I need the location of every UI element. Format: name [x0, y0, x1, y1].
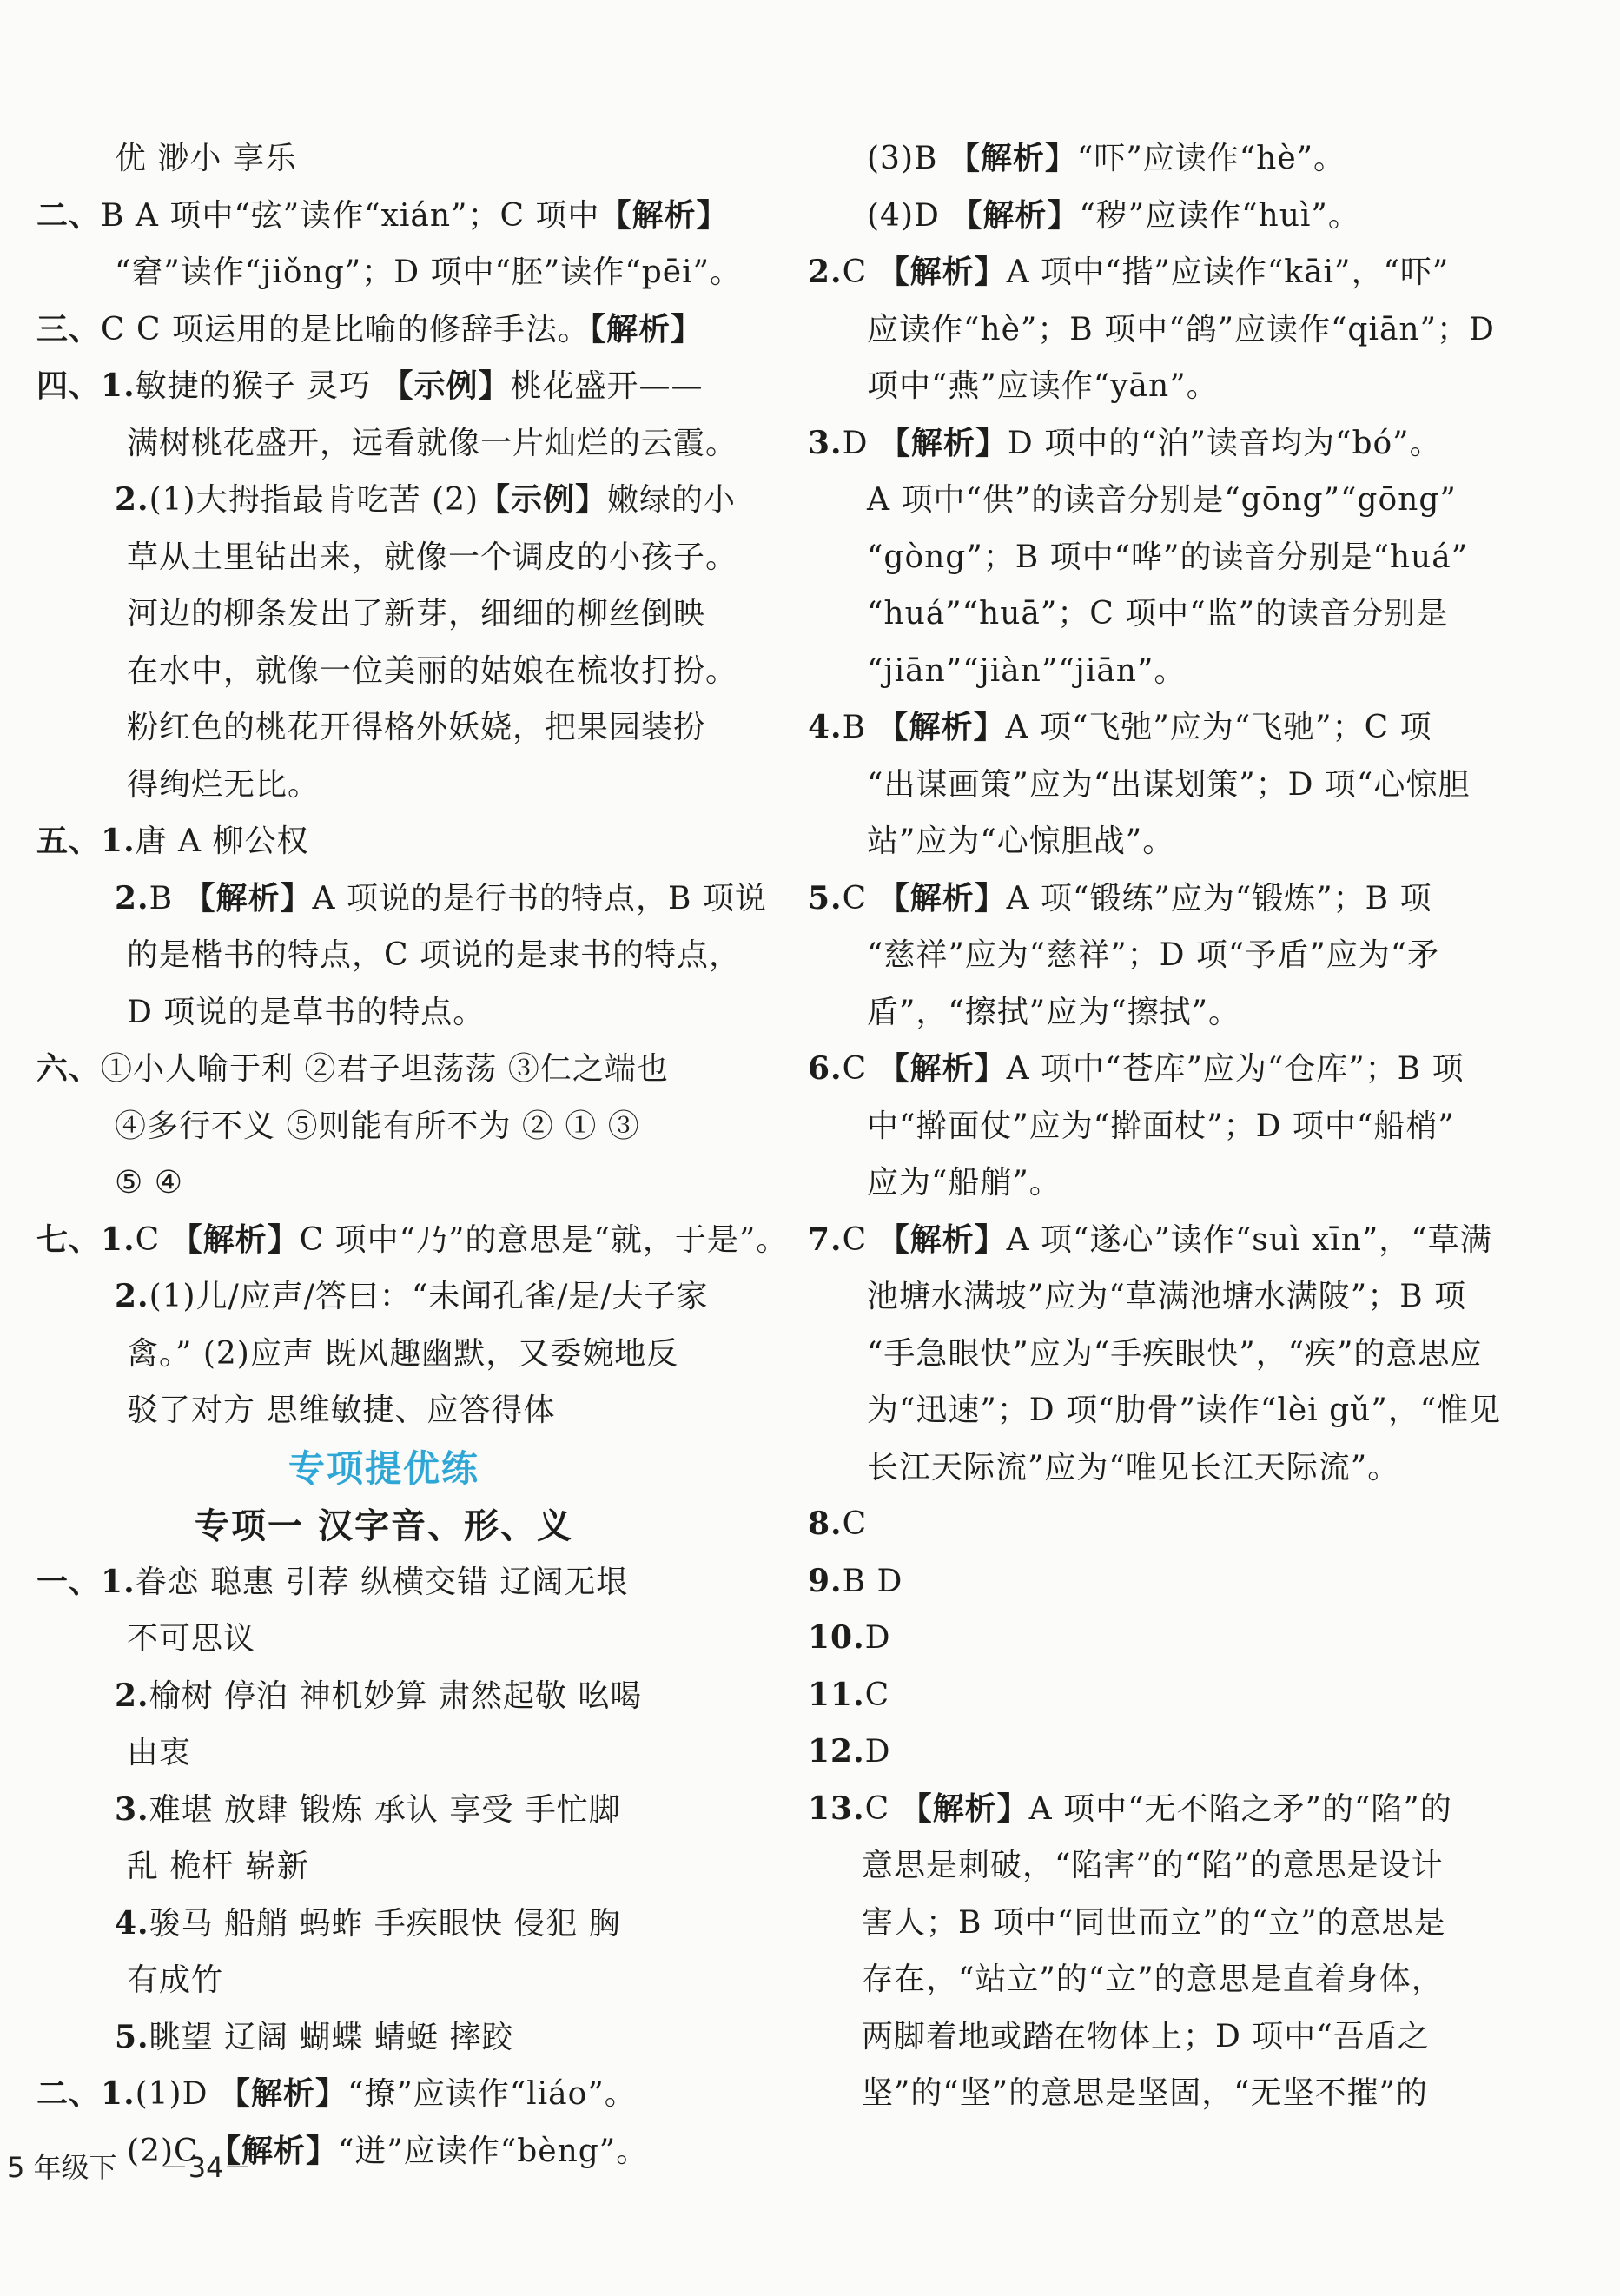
question-number: 2.: [115, 1677, 149, 1714]
right-line: [808, 2008, 1555, 2066]
analysis-tag: 【解析】: [590, 310, 704, 347]
section-number: 一、: [36, 1563, 102, 1600]
answer-text: 由衷: [127, 1735, 192, 1770]
page-footer: [7, 2146, 251, 2186]
answer-text: A 项中“揩”应读作“kāi”，“吓”: [1006, 255, 1450, 290]
answer-text: 禽。” (2)应声 既风趣幽默，又委婉地反: [127, 1335, 679, 1372]
answer-text: “吓”应读作“hè”。: [1076, 141, 1346, 176]
left-line: [36, 244, 742, 301]
section-number: 七、: [36, 1221, 102, 1258]
answer-choice: B: [101, 197, 136, 234]
answer-text: 得绚烂无比。: [127, 766, 321, 803]
answer-choice: C: [842, 255, 878, 290]
right-line: [808, 1268, 1555, 1326]
right-line: [808, 643, 1555, 700]
answer-choice: B: [842, 710, 877, 745]
right-line: [808, 757, 1555, 814]
analysis-tag: 【解析】: [208, 2132, 338, 2169]
right-line: [808, 130, 1555, 188]
right-line: [808, 699, 1555, 757]
answer-choice: B: [149, 880, 184, 916]
right-line: [808, 1610, 1555, 1667]
answer-choice: C: [842, 1506, 868, 1542]
answer-text: 乱 桅杆 崭新: [127, 1849, 309, 1884]
answer-text: C 项运用的是比喻的修辞手法。: [136, 311, 591, 347]
left-line: [36, 757, 731, 814]
answer-text: A 项中“无不陷之矛”的“陷”的: [1028, 1790, 1452, 1827]
left-line: [36, 1212, 789, 1269]
sub-title: 专项一 汉字音、形、义: [195, 1505, 573, 1546]
question-number: 11.: [808, 1676, 865, 1713]
answer-text: 眷恋 聪惠 引荐 纵横交错 辽阔无垠: [135, 1564, 629, 1600]
right-line: [808, 1781, 1555, 1838]
right-line: [808, 586, 1555, 643]
left-line: [36, 643, 738, 700]
analysis-tag: 【解析】: [877, 1050, 1007, 1087]
right-line: [808, 188, 1555, 245]
right-line: [808, 415, 1555, 473]
answer-text: 不可思议: [127, 1621, 256, 1657]
left-line: [36, 813, 731, 870]
left-line: [36, 529, 738, 586]
left-line: [36, 1668, 731, 1725]
answer-text: 意思是刺破，“陷害”的“陷”的意思是设计: [862, 1848, 1444, 1883]
answer-choice: C: [135, 1221, 171, 1258]
answer-text: “撩”应读作“liáo”。: [347, 2076, 637, 2112]
left-line: [36, 188, 731, 245]
right-line: [808, 1951, 1555, 2008]
left-line: [36, 301, 731, 359]
right-line: [808, 927, 1555, 984]
right-line: [808, 358, 1555, 415]
left-line: [36, 2009, 731, 2067]
question-number: 10.: [808, 1619, 865, 1656]
left-line: [36, 358, 731, 415]
right-line: [808, 1155, 1555, 1212]
answer-text: 中“擀面仗”应为“擀面杖”；D 项中“船梢”: [867, 1108, 1455, 1144]
answer-text: 在水中，就像一位美丽的姑娘在梳妆打扮。: [127, 652, 738, 689]
right-column: [808, 130, 1555, 2122]
answer-text: “jiān”“jiàn”“jiān”。: [867, 652, 1187, 689]
section-number: 六、: [36, 1050, 102, 1087]
analysis-tag: 【解析】: [876, 709, 1006, 745]
answer-text: A 项中“苍库”应为“仓库”；B 项: [1006, 1051, 1465, 1087]
answer-text: ①小人喻于利 ②君子坦荡荡 ③仁之端也: [101, 1051, 669, 1087]
answer-text: 难堪 放肆 锻炼 承认 享受 手忙脚: [149, 1791, 621, 1828]
answer-text: A 项“遂心”读作“suì xīn”，“草满: [1006, 1221, 1492, 1258]
answer-text: 有成竹: [127, 1962, 224, 1998]
section-title: 专项提优练: [288, 1446, 479, 1490]
answer-text: A 项中“弦”读作“xián”；C 项中: [135, 197, 600, 234]
analysis-tag: 【解析】: [900, 1790, 1029, 1827]
answer-text: A 项“飞弛”应为“飞驰”；C 项: [1005, 710, 1432, 745]
answer-choice: (1)D: [135, 2076, 219, 2112]
answer-text: 盾”，“擦拭”应为“擦拭”。: [867, 994, 1241, 1030]
answer-text: A 项说的是行书的特点，B 项说: [312, 880, 767, 916]
answer-text: (1)儿/应声/答曰：“未闻孔雀/是/夫子家: [149, 1279, 709, 1314]
question-number: 3.: [115, 1790, 149, 1828]
right-line: [808, 1041, 1555, 1098]
right-line: [808, 1667, 1555, 1724]
answer-text: 站”应为“心惊胆战”。: [867, 824, 1175, 859]
question-number: 6.: [808, 1050, 843, 1087]
left-line: [36, 1155, 731, 1212]
right-line: [808, 301, 1555, 359]
section-number: 五、: [36, 823, 102, 859]
question-number: 5.: [115, 2018, 149, 2055]
analysis-tag: 【解析】: [950, 196, 1080, 234]
analysis-tag: 【解析】: [218, 2075, 347, 2112]
analysis-tag: 【示例】: [479, 481, 608, 518]
answer-choice: D: [842, 425, 879, 461]
answer-text: A 项“锻练”应为“锻炼”；B 项: [1006, 880, 1432, 916]
answer-text: C 项中“乃”的意思是“就，于是”。: [299, 1221, 789, 1258]
answer-text: “手急眼快”应为“手疾眼快”，“疾”的意思应: [867, 1335, 1483, 1372]
answer-text: “窘”读作“jiǒng”；D 项中“胚”读作“pēi”。: [115, 255, 742, 290]
right-line: [808, 529, 1555, 586]
question-number: 3.: [808, 424, 843, 461]
question-number: 2.: [115, 481, 149, 518]
answer-text: 嫩绿的小: [607, 482, 737, 518]
right-line: [808, 1496, 1555, 1553]
answer-text: 池塘水满坡”应为“草满池塘水满陂”；B 项: [867, 1279, 1467, 1314]
answer-text: 应读作“hè”；B 项中“鸽”应读作“qiān”；D: [867, 311, 1495, 347]
analysis-tag: 【解析】: [877, 254, 1007, 290]
answer-text: D 项说的是草书的特点。: [127, 994, 486, 1030]
right-line: [808, 813, 1555, 870]
left-line: [36, 927, 741, 984]
right-line: [808, 870, 1555, 928]
right-line: [808, 244, 1555, 301]
answer-text: 的是楷书的特点，C 项说的是隶书的特点，: [127, 937, 741, 973]
question-number: 12.: [808, 1733, 865, 1770]
right-line: [808, 1895, 1555, 1952]
left-line: [36, 699, 731, 757]
answer-choice: C: [864, 1790, 901, 1827]
question-number: 1.: [101, 1221, 136, 1258]
right-line: [808, 472, 1555, 529]
answer-text: (1)大拇指最肯吃苦 (2): [149, 482, 479, 518]
right-line: [808, 1439, 1555, 1497]
answer-text: 害人；B 项中“同世而立”的“立”的意思是: [862, 1904, 1446, 1941]
analysis-tag: 【示例】: [381, 367, 511, 404]
section-number: 三、: [36, 310, 102, 347]
left-line: [36, 1896, 731, 1953]
left-line: [36, 472, 737, 529]
left-line: [36, 1611, 731, 1668]
section-number: 四、: [36, 367, 102, 404]
section-number: 二、: [36, 2075, 102, 2112]
answer-text: “迸”应读作“bèng”。: [338, 2133, 649, 2169]
answer-text: “huá”“huā”；C 项中“监”的读音分别是: [867, 596, 1449, 632]
left-line: [36, 1041, 731, 1098]
answer-text: “慈祥”应为“慈祥”；D 项“予盾”应为“矛: [867, 937, 1440, 973]
analysis-tag: 【解析】: [183, 879, 313, 916]
answer-text: 长江天际流”应为“唯见长江天际流”。: [867, 1449, 1400, 1485]
answer-text: ⑤ ④: [115, 1165, 183, 1201]
analysis-tag: 【解析】: [599, 196, 729, 234]
answer-text: 唐 A 柳公权: [135, 824, 309, 859]
left-line: [36, 1098, 731, 1155]
question-number: 2.: [115, 879, 149, 916]
right-line: [808, 1382, 1555, 1439]
left-line: [36, 1952, 731, 2009]
question-number: 9.: [808, 1562, 843, 1599]
answer-text: 草从土里钻出来，就像一个调皮的小孩子。: [127, 539, 738, 575]
left-line: [36, 1268, 731, 1326]
question-number: 2.: [808, 254, 843, 290]
answer-text: “秽”应读作“huì”。: [1079, 197, 1360, 234]
answer-text: 粉红色的桃花开得格外妖娆，把果园装扮: [127, 710, 706, 745]
grade-label: 5 年级下: [7, 2151, 117, 2184]
question-number: 2.: [115, 1278, 149, 1314]
answer-text: 两脚着地或踏在物体上；D 项中“吾盾之: [862, 2018, 1430, 2054]
answer-text: A 项中“供”的读音分别是“gōng”“gōng”: [867, 482, 1457, 518]
question-number: 7.: [808, 1221, 843, 1258]
answer-text: “出谋画策”应为“出谋划策”；D 项“心惊胆: [867, 766, 1471, 803]
answer-text: 为“迅速”；D 项“肋骨”读作“lèi gǔ”，“惟见: [867, 1393, 1502, 1428]
answer-text: 敏捷的猴子 灵巧: [135, 368, 382, 404]
question-number: 4.: [808, 709, 843, 745]
left-line: [36, 1782, 731, 1839]
question-number: 5.: [808, 879, 843, 916]
left-column: [36, 130, 789, 2180]
left-line: [36, 586, 731, 643]
answer-text: ④多行不义 ⑤则能有所不为 ② ① ③: [115, 1108, 640, 1144]
answer-choice: C: [842, 880, 878, 916]
left-line: [36, 415, 738, 473]
section-number: 二、: [36, 196, 102, 234]
left-line: [36, 1382, 731, 1439]
answer-text: 优 渺小 享乐: [115, 141, 297, 176]
question-number: 1.: [101, 2075, 136, 2112]
answer-choice: C: [864, 1677, 890, 1713]
answer-text: 项中“燕”应读作“yān”。: [867, 368, 1219, 404]
left-line: [36, 870, 767, 928]
answer-text: (3)B: [867, 141, 949, 176]
right-line: [808, 1098, 1555, 1155]
question-number: 1.: [101, 367, 136, 404]
answer-text: 满树桃花盛开，远看就像一片灿烂的云霞。: [127, 425, 738, 461]
left-line: [36, 1326, 731, 1383]
answer-text: 骏马 船艄 蚂蚱 手疾眼快 侵犯 胸: [149, 1905, 621, 1942]
analysis-tag: 【解析】: [877, 1221, 1007, 1258]
left-line: [36, 984, 731, 1042]
answer-text: 桃花盛开——: [510, 368, 704, 404]
right-line: [808, 1553, 1555, 1611]
answer-text: 驳了对方 思维敏捷、应答得体: [127, 1393, 556, 1428]
answer-text: (2)C: [127, 2133, 209, 2169]
left-line: [36, 130, 731, 188]
question-number: 1.: [101, 823, 136, 859]
left-line: [36, 2066, 731, 2123]
answer-text: 存在，“站立”的“立”的意思是直着身体，: [862, 1962, 1444, 1997]
right-line: [808, 2065, 1555, 2122]
left-line: [36, 1724, 731, 1782]
analysis-tag: 【解析】: [948, 140, 1077, 176]
analysis-tag: 【解析】: [878, 424, 1008, 461]
answer-text: D 项中的“泊”读音均为“bó”。: [1007, 425, 1442, 461]
right-line: [808, 1724, 1555, 1781]
question-number: 4.: [115, 1904, 149, 1942]
answer-choice: D: [864, 1734, 891, 1770]
answer-choice: C: [842, 1051, 878, 1087]
answer-text: 坚”的“坚”的意思是坚固，“无坚不摧”的: [862, 2075, 1429, 2111]
answer-text: 眺望 辽阔 蝴蝶 蜻蜓 摔跤: [149, 2019, 514, 2055]
right-line: [808, 984, 1555, 1042]
left-line: [36, 1838, 731, 1896]
question-number: 1.: [101, 1563, 136, 1600]
answer-text: 河边的柳条发出了新芽，细细的柳丝倒映: [127, 596, 706, 632]
answer-text: 应为“船艄”。: [867, 1165, 1061, 1201]
left-line: [36, 1554, 731, 1611]
answer-choice: C: [101, 311, 137, 347]
answer-text: “gòng”；B 项中“哗”的读音分别是“huá”: [867, 539, 1469, 575]
answer-text: (4)D: [867, 197, 951, 234]
answer-choice: B D: [842, 1563, 903, 1599]
analysis-tag: 【解析】: [170, 1221, 300, 1258]
answer-text: 榆树 停泊 神机妙算 肃然起敬 吆喝: [149, 1677, 643, 1714]
right-line: [808, 1837, 1555, 1895]
right-line: [808, 1326, 1555, 1383]
analysis-tag: 【解析】: [877, 879, 1007, 916]
right-line: [808, 1212, 1555, 1269]
question-number: 8.: [808, 1505, 843, 1542]
answer-choice: C: [842, 1221, 878, 1258]
question-number: 13.: [808, 1790, 865, 1827]
answer-choice: D: [864, 1620, 891, 1656]
page-number: －34－: [160, 2151, 252, 2184]
